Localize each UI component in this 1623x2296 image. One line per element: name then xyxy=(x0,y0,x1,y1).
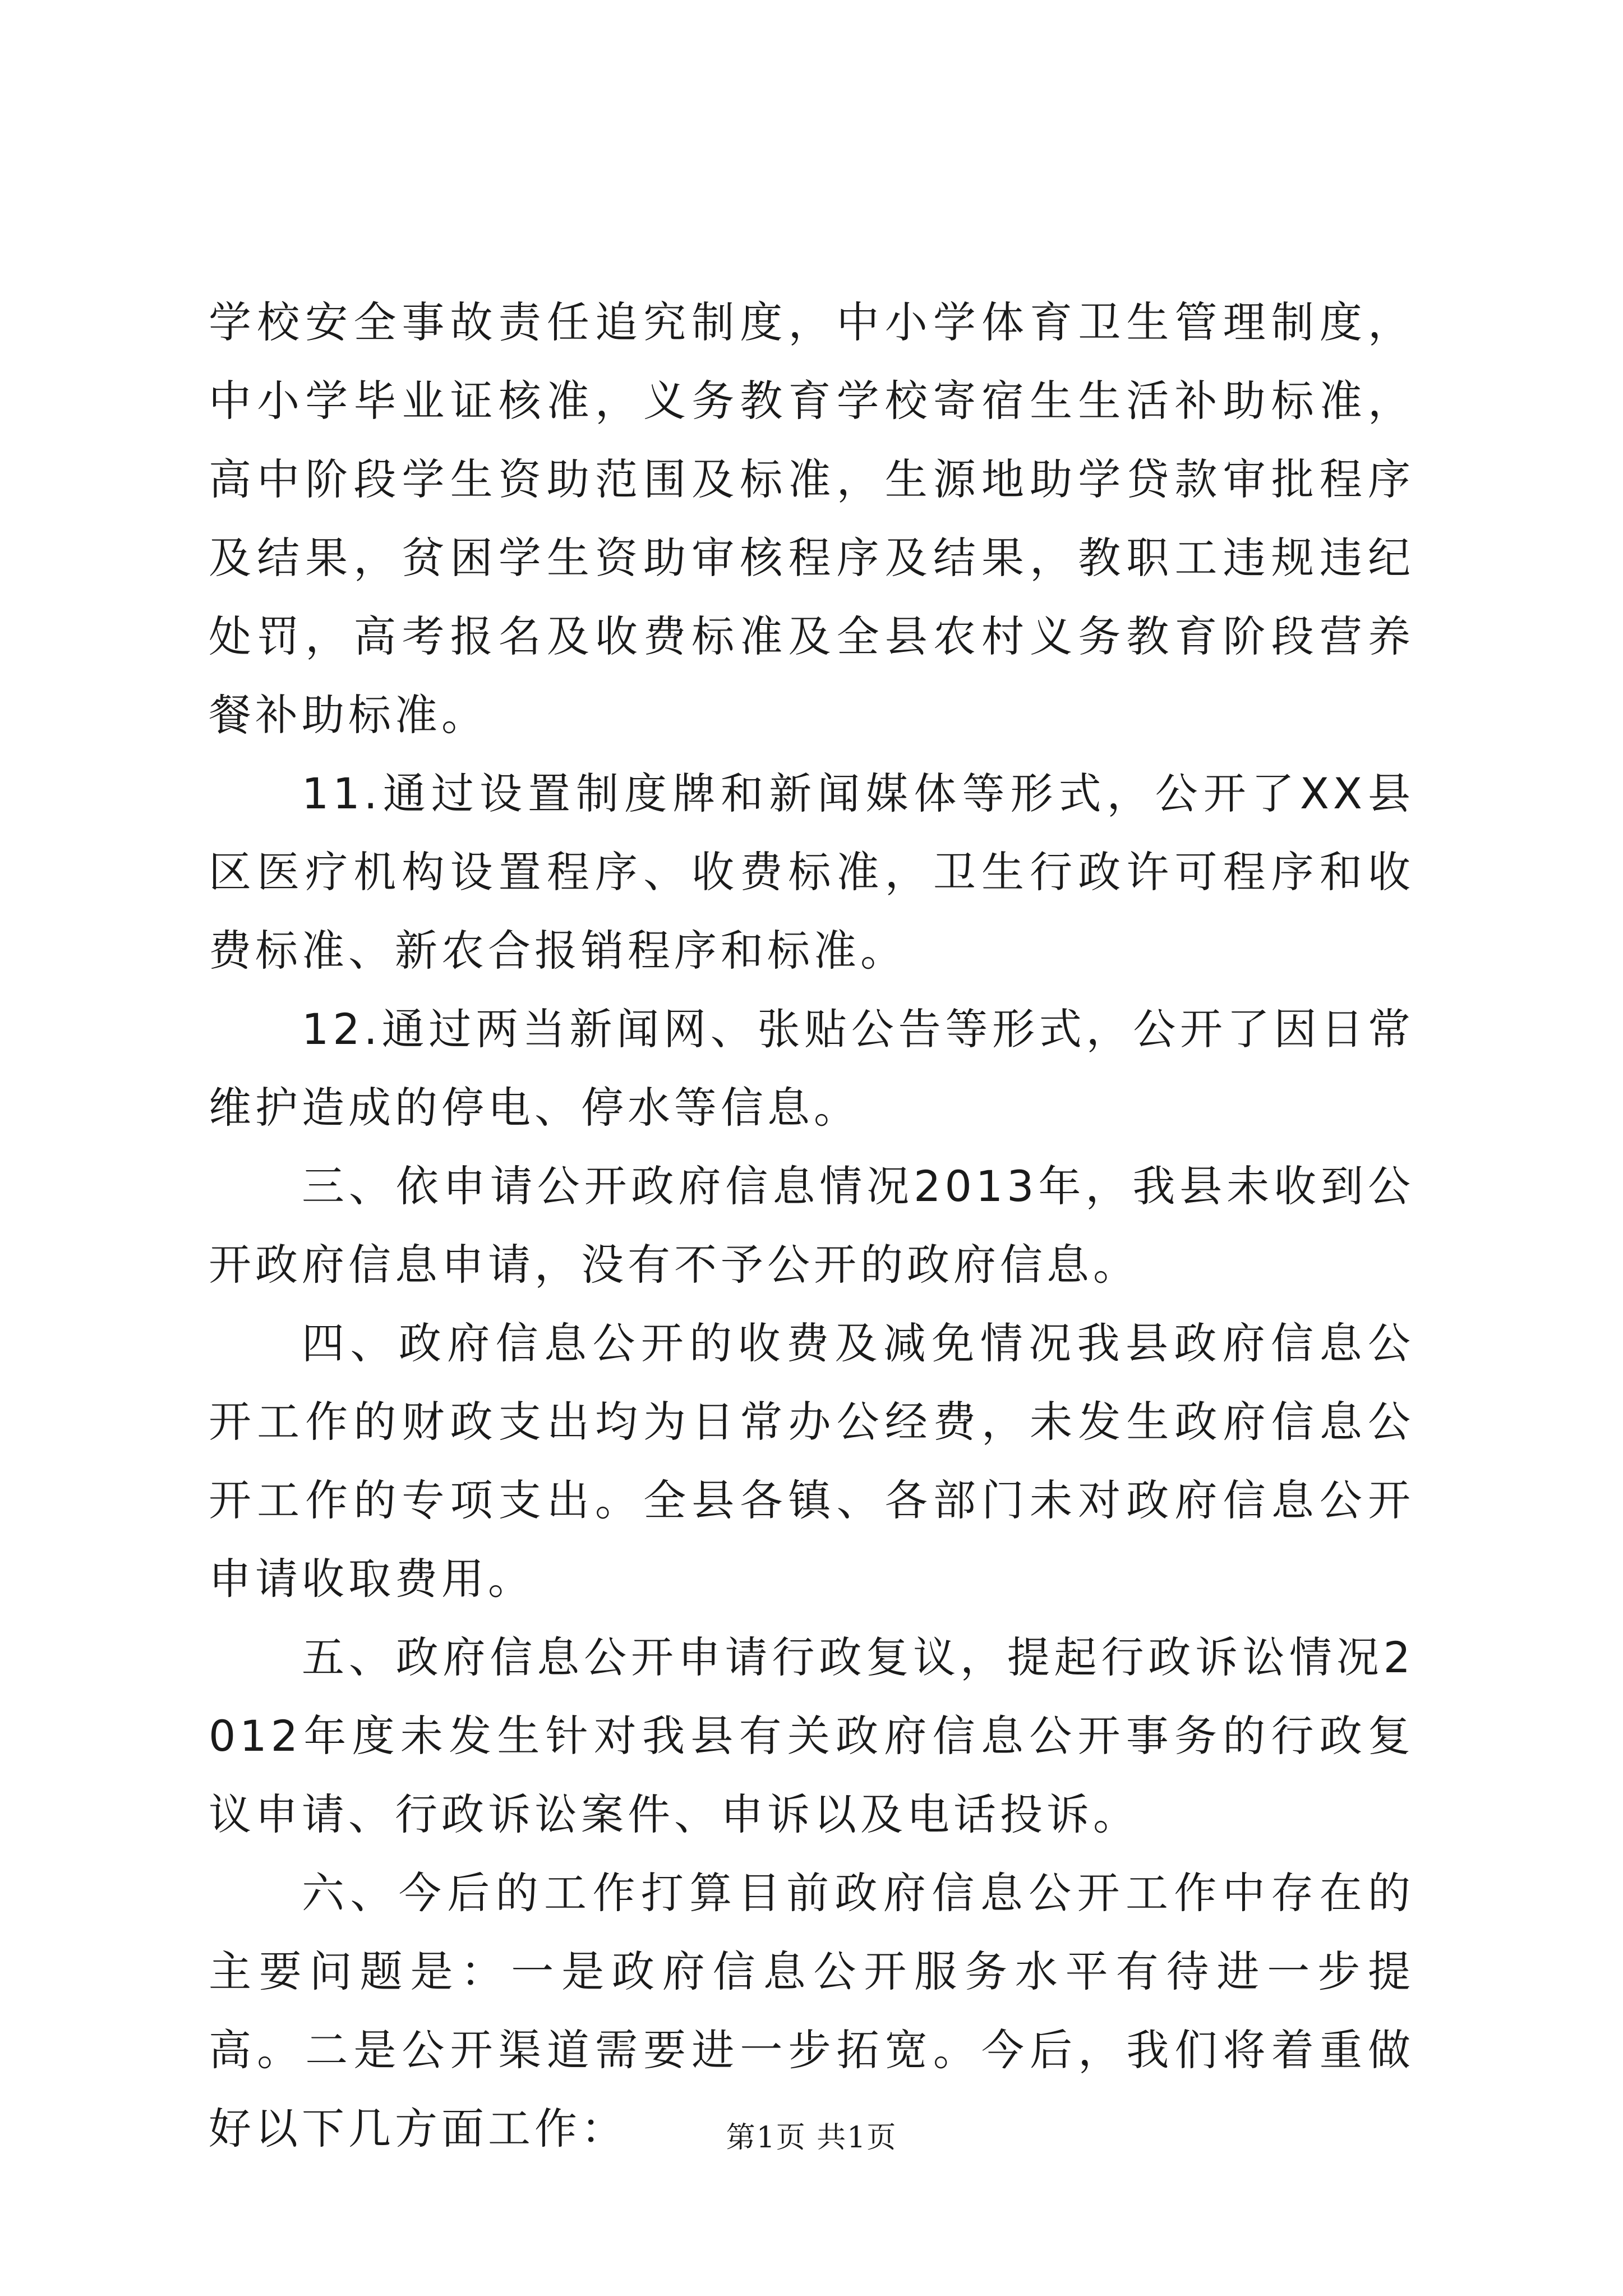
page-footer: 第1页 共1页 xyxy=(726,2121,897,2155)
paragraph-section-3: 三、依申请公开政府信息情况2013年，我县未收到公开政府信息申请，没有不予公开的政府信息。 xyxy=(209,1161,1414,1290)
paragraph-continuation: 学校安全事故责任追究制度，中小学体育卫生管理制度，中小学毕业证核准，义务教育学校寄宿生生活补助标准，高中阶段学生资助范围及标准，生源地助学贷款审批程序及结果，贫困学生资助审核程序及结果，教职工违规违纪处罚，高考报名及收费标准及全县农村义务教育阶段营养餐补助标准。 xyxy=(209,297,1414,740)
paragraph-section-4: 四、政府信息公开的收费及减免情况我县政府信息公开工作的财政支出均为日常办公经费，未发生政府信息公开工作的专项支出。全县各镇、各部门未对政府信息公开申请收取费用。 xyxy=(209,1318,1414,1604)
paragraph-section-5: 五、政府信息公开申请行政复议，提起行政诉讼情况2012年度未发生针对我县有关政府信息公开事务的行政复议申请、行政诉讼案件、申诉以及电话投诉。 xyxy=(209,1632,1414,1839)
paragraph-section-6: 六、今后的工作打算目前政府信息公开工作中存在的主要问题是：一是政府信息公开服务水平有待进一步提高。二是公开渠道需要进一步拓宽。今后，我们将着重做好以下几方面工作： xyxy=(209,1868,1414,2154)
paragraph-item-11: 11.通过设置制度牌和新闻媒体等形式，公开了XX县区医疗机构设置程序、收费标准，卫生行政许可程序和收费标准、新农合报销程序和标准。 xyxy=(209,769,1414,976)
document-body xyxy=(209,283,1414,2168)
paragraph-item-12: 12.通过两当新闻网、张贴公告等形式，公开了因日常维护造成的停电、停水等信息。 xyxy=(209,1004,1414,1133)
